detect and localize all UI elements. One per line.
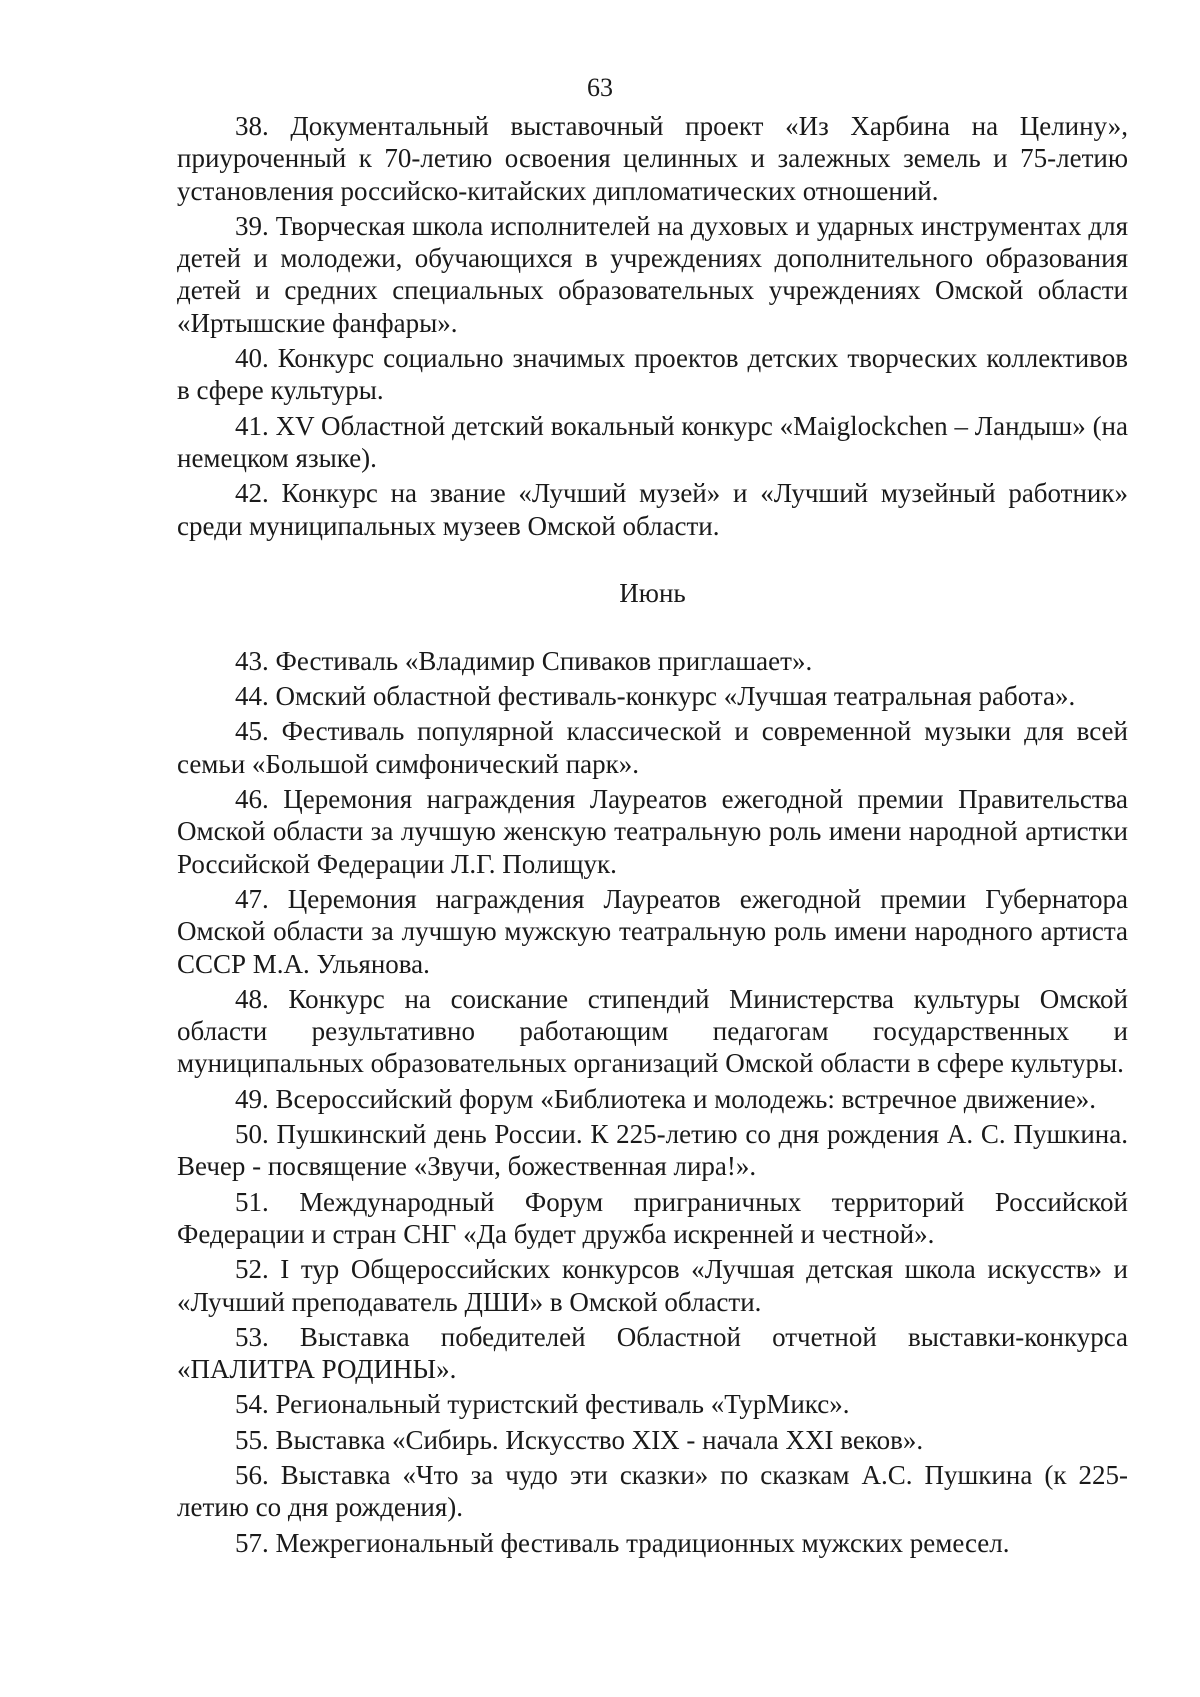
list-item-56: 56. Выставка «Что за чудо эти сказки» по сказкам А.С. Пушкина (к 225-летию со дня рождения). [177, 1459, 1128, 1523]
list-item-55: 55. Выставка «Сибирь. Искусство XIX - начала XXI веков». [235, 1424, 924, 1455]
list-item-44: 44. Омский областной фестиваль-конкурс «Лучшая театральная работа». [235, 681, 1076, 712]
list-item-49: 49. Всероссийский форум «Библиотека и молодежь: встречное движение». [235, 1083, 1097, 1114]
list-item-54: 54. Региональный туристский фестиваль «ТурМикс». [235, 1389, 850, 1420]
list-item-43: 43. Фестиваль «Владимир Спиваков приглашает». [235, 645, 813, 676]
list-item-42: 42. Конкурс на звание «Лучший музей» и «Лучший музейный работник» среди муниципальных музеев Омской области. [177, 478, 1128, 541]
list-item-38: 38. Документальный выставочный проект «Из Харбина на Целину», приуроченный к 70-летию освоения целинных и залежных земель и 75-летию установления российско-китайских дипломатических отношений. [177, 111, 1128, 206]
list-item-51: 51. Международный Форум приграничных территорий Российской Федерации и стран СНГ «Да будет дружба искренней и честной». [177, 1186, 1128, 1249]
list-item-53: 53. Выставка победителей Областной отчетной выставки-конкурса «ПАЛИТРА РОДИНЫ». [177, 1321, 1128, 1385]
month-heading: Июнь [619, 577, 686, 608]
list-item-40: 40. Конкурс социально значимых проектов детских творческих коллективов в сфере культуры. [177, 343, 1128, 406]
list-item-47: 47. Церемония награждения Лауреатов ежегодной премии Губернатора Омской области за лучшую мужскую театральную роль имени народного артиста СССР М.А. Ульянова. [177, 883, 1128, 979]
list-item-52: 52. I тур Общероссийских конкурсов «Лучшая детская школа искусств» и «Лучший преподаватель ДШИ» в Омской области. [177, 1254, 1128, 1317]
document-body [177, 110, 1128, 1562]
list-item-45: 45. Фестиваль популярной классической и современной музыки для всей семьи «Большой симфонический парк». [177, 716, 1128, 779]
list-item-50: 50. Пушкинский день России. К 225-летию со дня рождения А. С. Пушкина. Вечер - посвящение «Звучи, божественная лира!». [177, 1119, 1128, 1182]
list-item-39: 39. Творческая школа исполнителей на духовых и ударных инструментах для детей и молодежи, обучающихся в учреждениях дополнительного образования детей и средних специальных образовательных учреждениях Омской области «Иртышские фанфары». [177, 210, 1128, 338]
page-number: 63 [587, 73, 613, 102]
list-item-48: 48. Конкурс на соискание стипендий Министерства культуры Омской области результативно работающим педагогам государственных и муниципальных образовательных организаций Омской области в сфере культуры. [177, 983, 1128, 1079]
list-item-57: 57. Межрегиональный фестиваль традиционных мужских ремесел. [235, 1527, 1010, 1558]
list-item-41: 41. XV Областной детский вокальный конкурс «Maiglockchen – Ландыш» (на немецком языке). [177, 410, 1128, 473]
list-item-46: 46. Церемония награждения Лауреатов ежегодной премии Правительства Омской области за лучшую женскую театральную роль имени народной артистки Российской Федерации Л.Г. Полищук. [177, 784, 1128, 879]
